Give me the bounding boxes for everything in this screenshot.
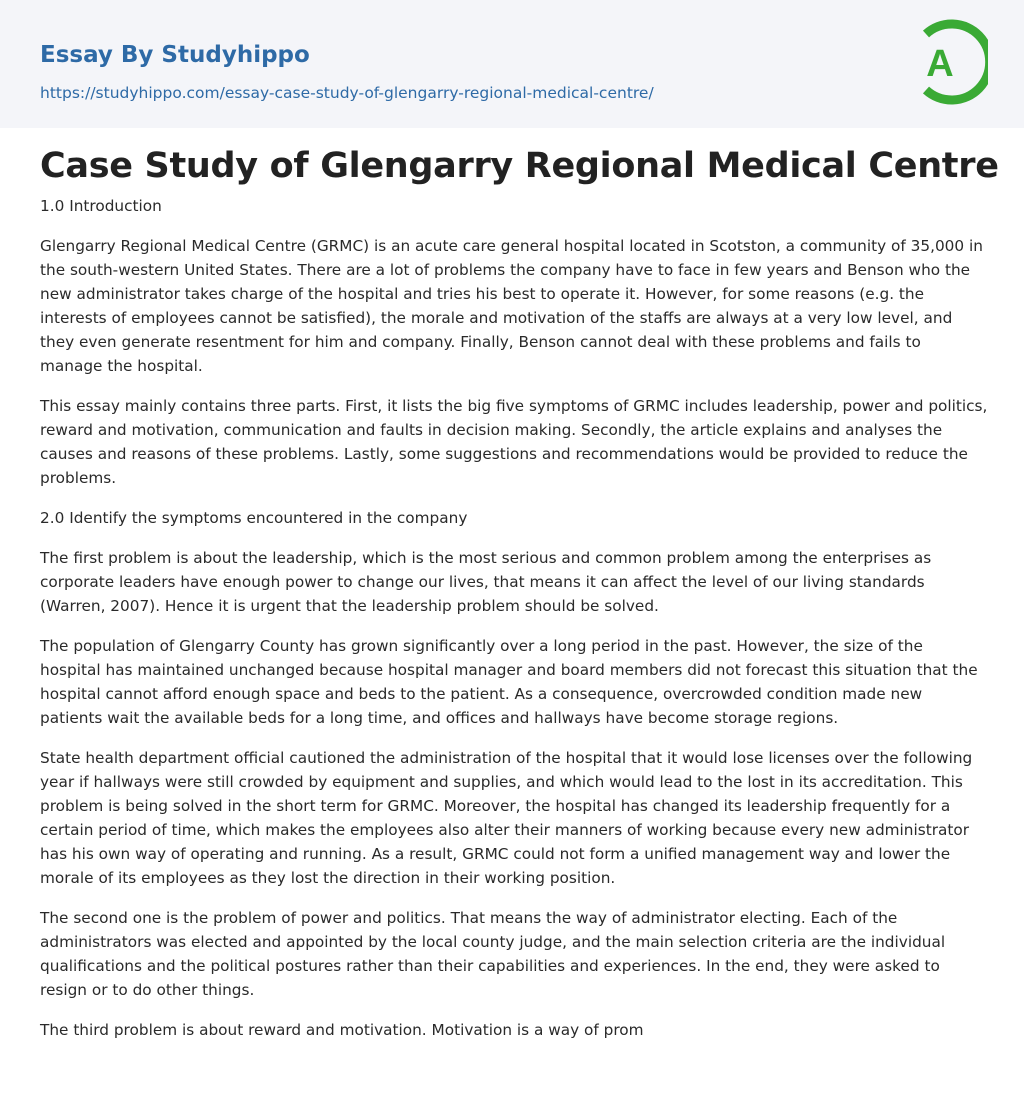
paragraph: Glengarry Regional Medical Centre (GRMC) is an acute care general hospital located in Scotston, a community of 35,000 in the south-western United States. There are a lot of problems the company have to face in few years and Benson who the new administrator takes charge of the hospital and tries his best to operate it. However, for some reasons (e.g. the interests of employees cannot be satisfied), the morale and motivation of the staffs are always at a very low level, and they even generate resentment for him and company. Finally, Benson cannot deal with these problems and fails to manage the hospital. (40, 237, 983, 375)
site-brand[interactable]: Essay By Studyhippo (40, 42, 310, 68)
paragraph: State health department official cautioned the administration of the hospital that it would lose licenses over the following year if hallways were still crowded by equipment and supplies, and which would lead to the lost in its accreditation. This problem is being solved in the short term for GRMC. Moreover, the hospital has changed its leadership frequently for a certain period of time, which makes the employees also alter their manners of working because every new administrator has his own way of operating and running. As a result, GRMC could not form a unified management way and lower the morale of its employees as they lost the direction in their working position. (40, 749, 973, 887)
section-heading-introduction: 1.0 Introduction (40, 197, 162, 215)
section-heading-symptoms: 2.0 Identify the symptoms encountered in the company (40, 509, 468, 527)
site-header (0, 0, 1024, 128)
studyhippo-logo-icon[interactable] (912, 18, 988, 106)
logo-letter: A (926, 43, 954, 85)
page-url-link[interactable]: https://studyhippo.com/essay-case-study-of-glengarry-regional-medical-centre/ (40, 84, 654, 102)
article-body (40, 194, 988, 1058)
paragraph: This essay mainly contains three parts. First, it lists the big five symptoms of GRMC includes leadership, power and politics, reward and motivation, communication and faults in decision making. Secondly, the article explains and analyses the causes and reasons of these problems. Lastly, some suggestions and recommendations would be provided to reduce the problems. (40, 397, 988, 487)
paragraph: The first problem is about the leadership, which is the most serious and common problem among the enterprises as corporate leaders have enough power to change our lives, that means it can affect the level of our living standards (Warren, 2007). Hence it is urgent that the leadership problem should be solved. (40, 549, 932, 615)
article-title: Case Study of Glengarry Regional Medical Centre (40, 146, 999, 186)
paragraph: The second one is the problem of power and politics. That means the way of administrator electing. Each of the administrators was elected and appointed by the local county judge, and the main selection criteria are the individual qualifications and the political postures rather than their capabilities and experiences. In the end, they were asked to resign or to do other things. (40, 909, 946, 999)
paragraph: The population of Glengarry County has grown significantly over a long period in the past. However, the size of the hospital has maintained unchanged because hospital manager and board members did not forecast this situation that the hospital cannot afford enough space and beds to the patient. As a consequence, overcrowded condition made new patients wait the available beds for a long time, and offices and hallways have become storage regions. (40, 637, 978, 727)
paragraph-truncated: The third problem is about reward and motivation. Motivation is a way of prom (40, 1021, 644, 1039)
